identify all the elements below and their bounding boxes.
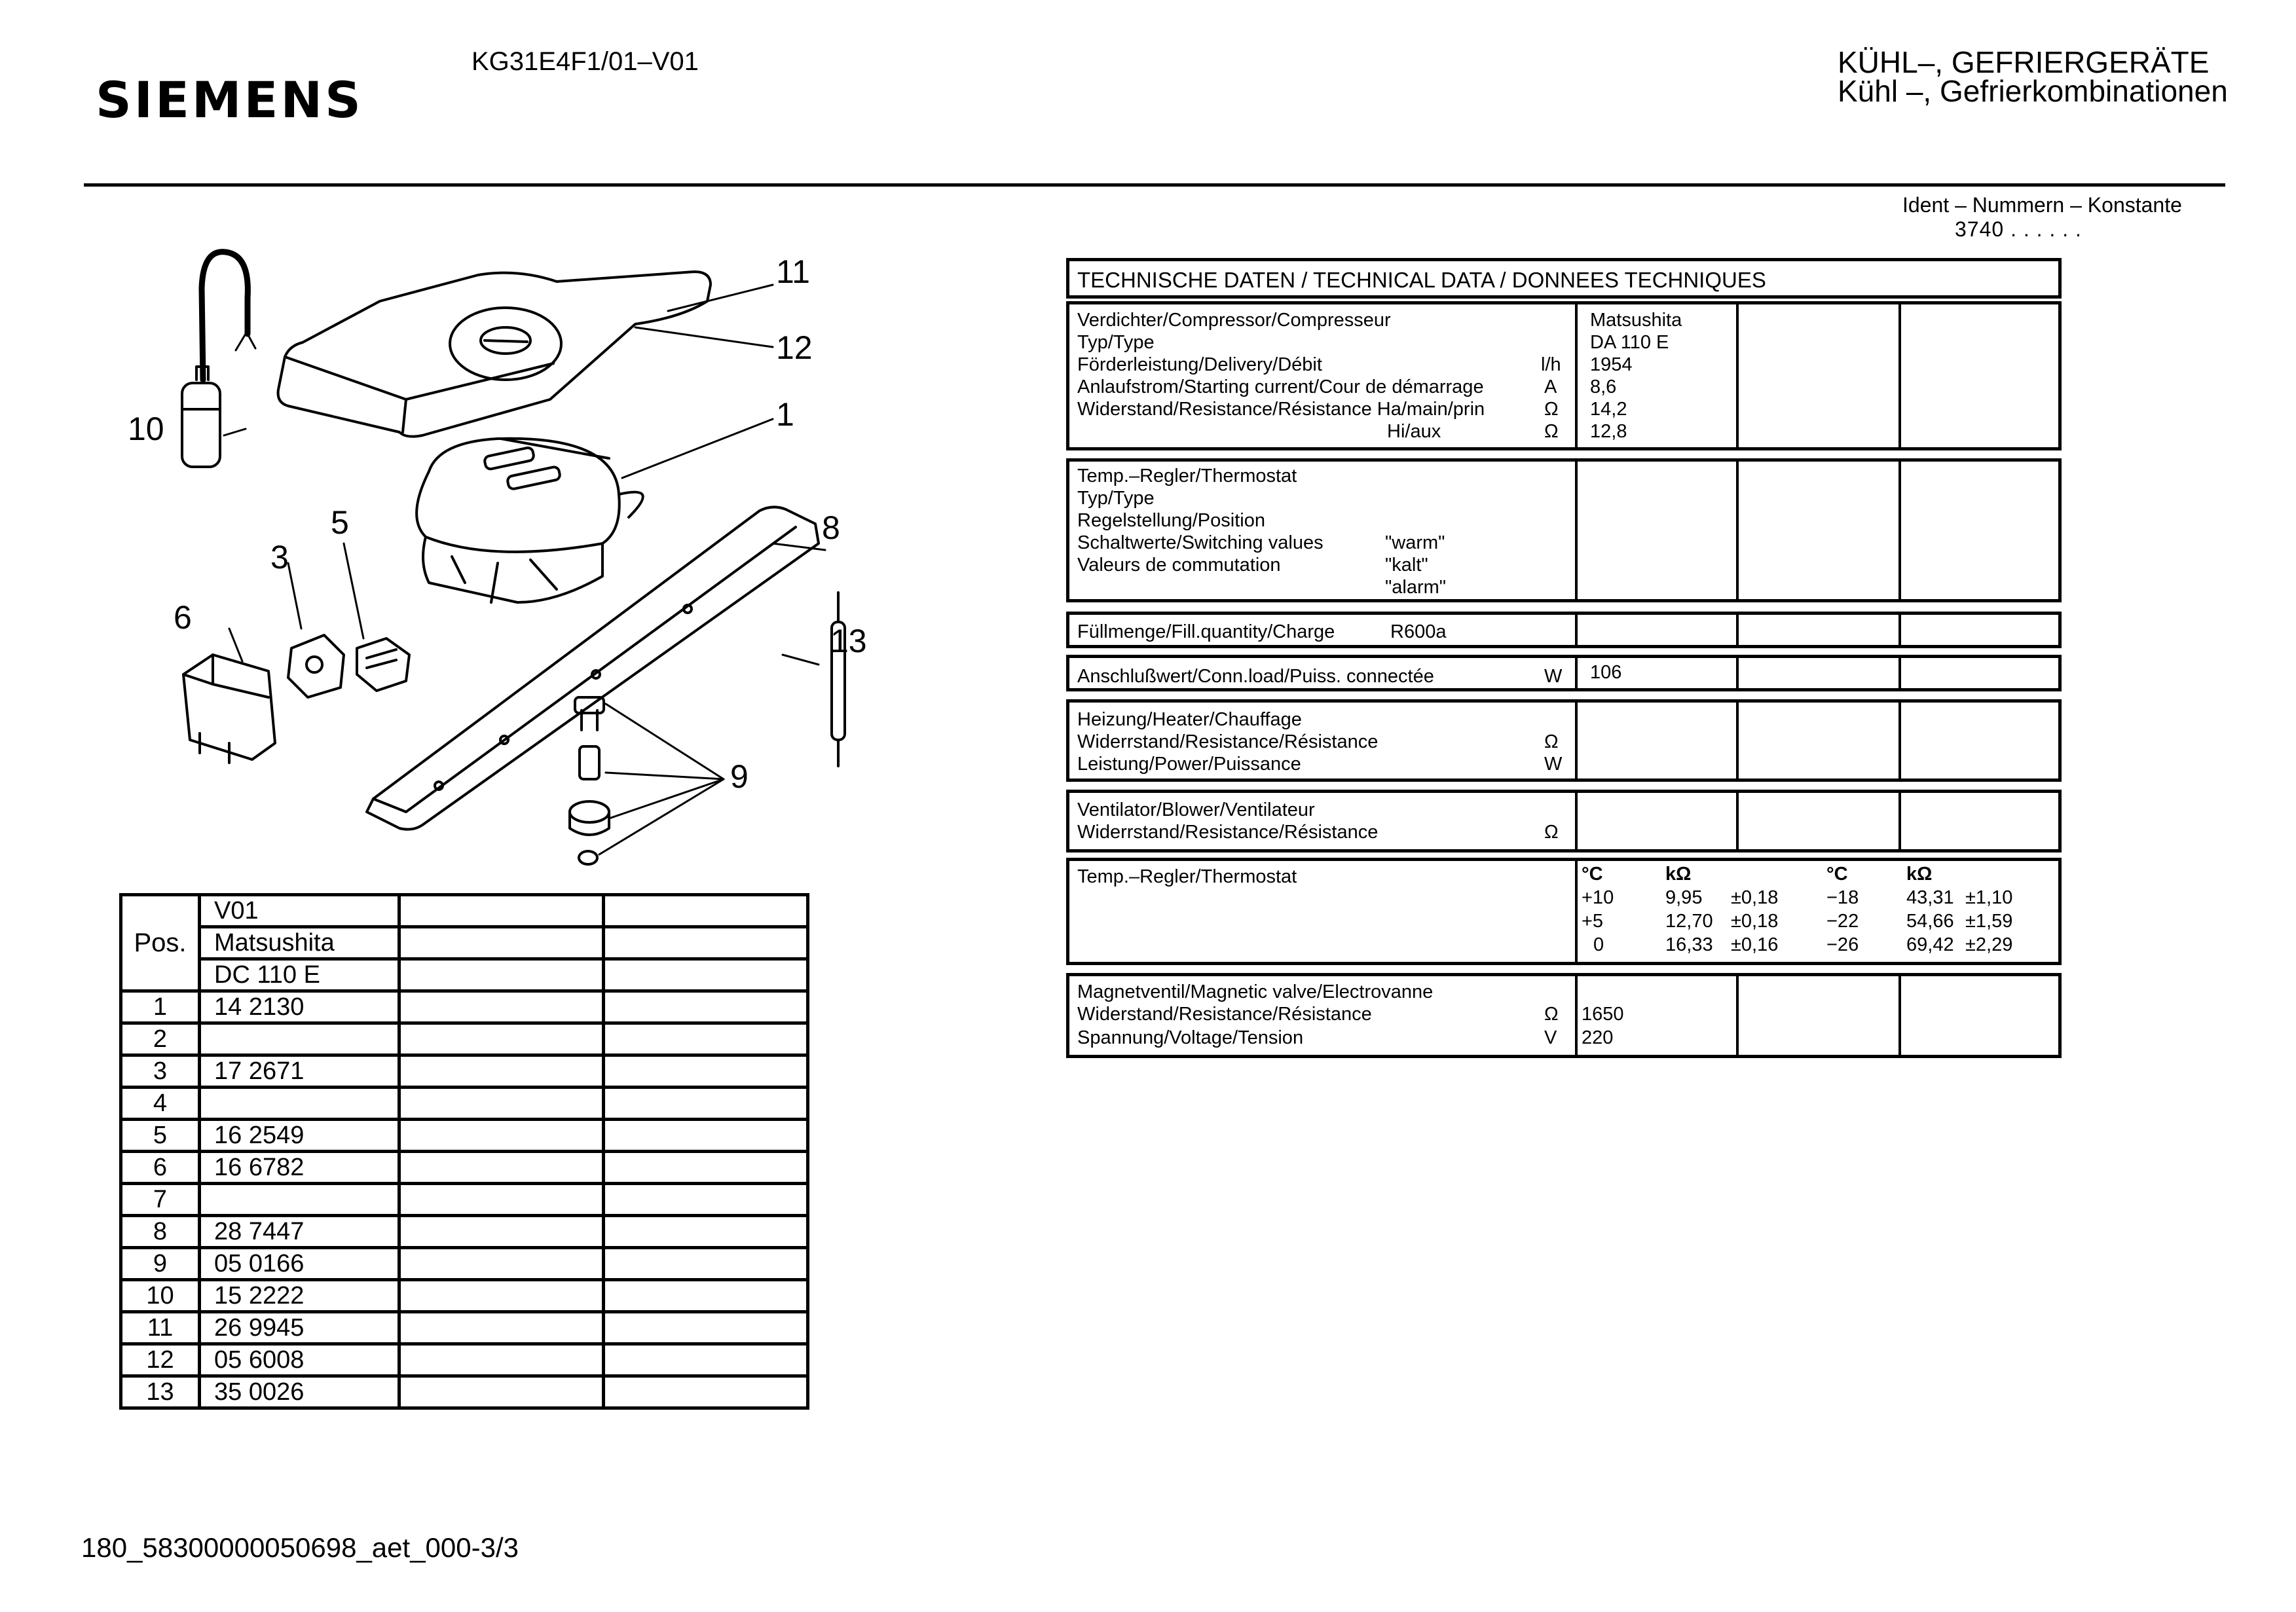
relay-part <box>288 635 344 697</box>
thermostat-resistance-section: Temp.–Regler/Thermostat °C kΩ °C kΩ +10 9,95 ±0,18 +5 12,70 ±0,18 0 16,33 ±0,16 −18 43,31 ±1,10 −22 54,66 ±1,59 −26 69,42 ±2,29 <box>1066 858 2062 965</box>
drip-tray-part <box>278 272 711 437</box>
version-cell: V01 <box>200 895 399 927</box>
table-row: 3 17 2671 <box>121 1055 808 1088</box>
compressor-section: Verdichter/Compressor/Compresseur Typ/Type Förderleistung/Delivery/Débit Anlaufstrom/Starting current/Cour de démarrage Widerstand/Resistance/Résistance Ha/main/prin Hi/aux l/h A Ω Ω Matsushita DA 110 E 1954 8,6 14,2 12,8 <box>1066 301 2062 450</box>
header-rule <box>84 183 2225 187</box>
mounting-kit-part <box>570 697 609 864</box>
fill-quantity-section: Füllmenge/Fill.quantity/Charge R600a <box>1066 612 2062 648</box>
terminal-cover-part <box>183 655 275 763</box>
category-subtitle: Kühl –, Gefrierkombinationen <box>1838 74 2228 108</box>
compressor-part <box>417 439 643 602</box>
callout-11: 11 <box>776 253 810 290</box>
table-row <box>121 959 808 991</box>
tech-data-title: TECHNISCHE DATEN / TECHNICAL DATA / DONNEES TECHNIQUES <box>1077 268 1766 292</box>
category-title: KÜHL–, GEFRIERGERÄTE <box>1838 45 2210 79</box>
compressor-type-cell: DC 110 E <box>200 959 399 991</box>
callout-5: 5 <box>331 504 349 541</box>
tech-data-title-box <box>1066 258 2062 299</box>
thermostat-section: Temp.–Regler/Thermostat Typ/Type Regelstellung/Position Schaltwerte/Switching values Valeurs de commutation "warm" "kalt" "alarm" <box>1066 458 2062 602</box>
callout-3: 3 <box>270 539 289 576</box>
callout-8: 8 <box>822 509 840 546</box>
manufacturer-cell: Matsushita <box>200 927 399 959</box>
callout-9: 9 <box>730 758 749 795</box>
callout-6: 6 <box>174 599 192 636</box>
table-row: 8 28 7447 <box>121 1216 808 1248</box>
table-row <box>121 927 808 959</box>
callout-10: 10 <box>128 411 164 447</box>
table-row: 11 26 9945 <box>121 1312 808 1344</box>
ident-value: 3740 . . . . . . <box>1955 217 2082 241</box>
capacitor-part <box>182 252 255 467</box>
heater-section: Heizung/Heater/Chauffage Widerrstand/Resistance/Résistance Leistung/Power/Puissance Ω W <box>1066 699 2062 782</box>
parts-table <box>119 893 809 1410</box>
magnetic-valve-section: Magnetventil/Magnetic valve/Electrovanne Widerstand/Resistance/Résistance Spannung/Voltage/Tension Ω V 1650 220 <box>1066 973 2062 1058</box>
connected-load-section: Anschlußwert/Conn.load/Puiss. connectée W 106 <box>1066 655 2062 691</box>
blower-section: Ventilator/Blower/Ventilateur Widerrstand/Resistance/Résistance Ω <box>1066 790 2062 852</box>
table-row: 9 05 0166 <box>121 1248 808 1280</box>
table-row: 13 35 0026 <box>121 1376 808 1408</box>
overload-protector-part <box>357 638 409 691</box>
callout-1: 1 <box>776 396 794 433</box>
callout-12: 12 <box>776 329 813 366</box>
model-number: KG31E4F1/01–V01 <box>472 47 699 76</box>
filter-dryer-part <box>832 593 845 766</box>
table-row: 7 <box>121 1184 808 1216</box>
brand-logo: SIEMENS <box>96 71 363 129</box>
table-row: 12 05 6008 <box>121 1344 808 1376</box>
table-row: 4 <box>121 1088 808 1120</box>
table-row: 2 <box>121 1023 808 1055</box>
document-footer: 180_58300000050698_aet_000-3/3 <box>81 1532 519 1563</box>
callout-13: 13 <box>830 623 867 659</box>
pos-header: Pos. <box>121 895 200 991</box>
ident-label: Ident – Nummern – Konstante <box>1902 193 2182 217</box>
base-plate-part <box>367 507 819 829</box>
table-row: 6 16 6782 <box>121 1152 808 1184</box>
table-row: 1 14 2130 <box>121 991 808 1023</box>
table-row: 5 16 2549 <box>121 1120 808 1152</box>
exploded-parts-diagram <box>98 236 884 884</box>
table-row: 10 15 2222 <box>121 1280 808 1312</box>
table-row <box>121 895 808 927</box>
